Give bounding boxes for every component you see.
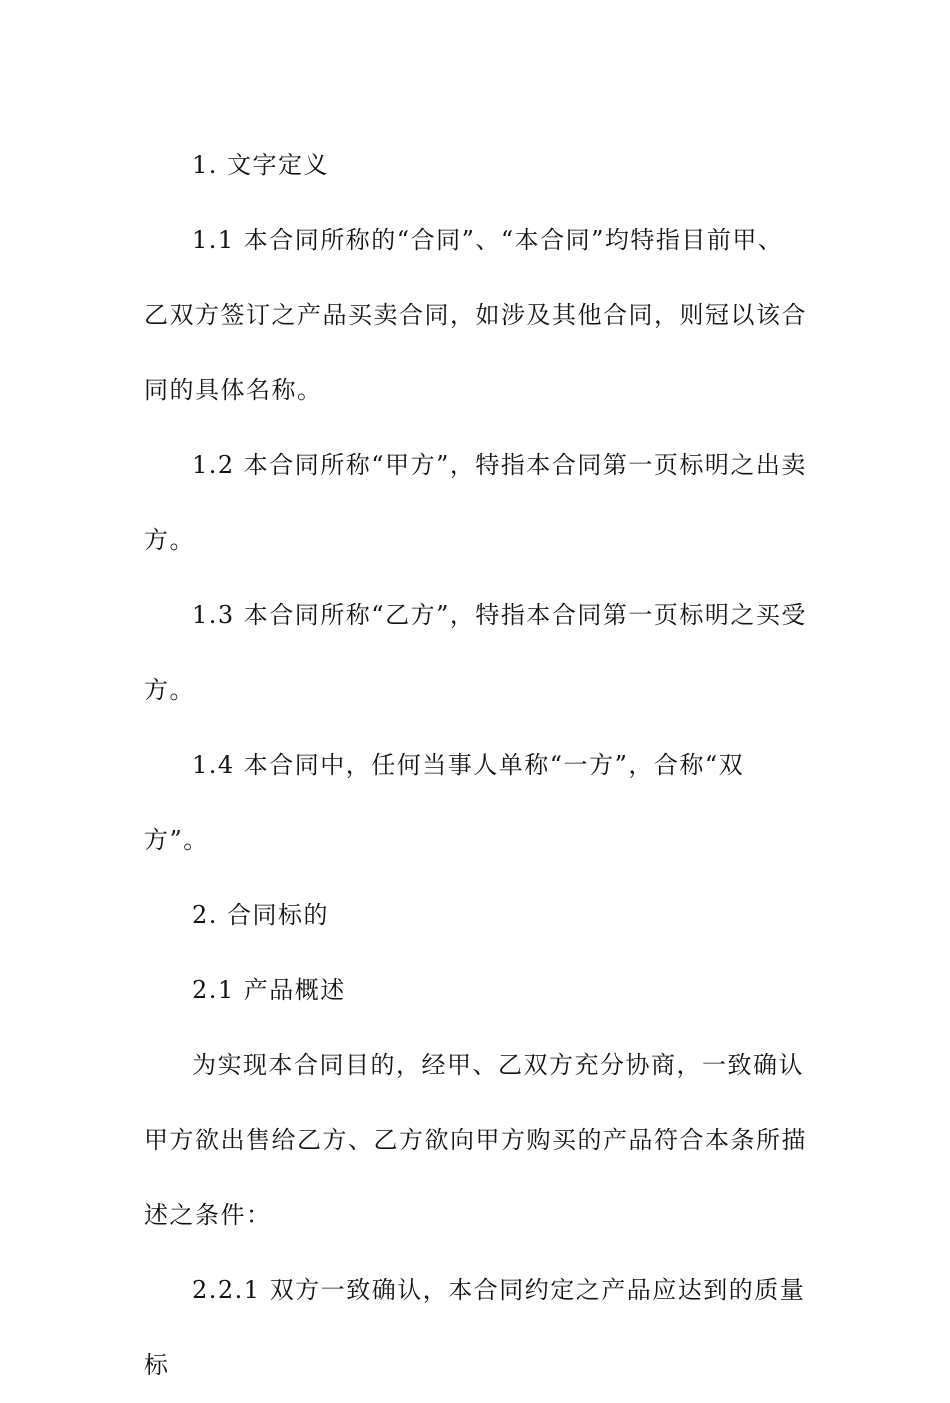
section-heading-contract-subject: 2. 合同标的 — [192, 901, 330, 929]
clause-1-4: 1.4 本合同中，任何当事人单称“一方”，合称“双方”。 — [144, 751, 745, 854]
section-heading-text-definitions: 1. 文字定义 — [192, 151, 330, 179]
clause-2-1-body: 为实现本合同目的，经甲、乙双方充分协商，一致确认甲方欲出售给乙方、乙方欲向甲方购买的产品符合本条所描述之条件： — [144, 1051, 807, 1229]
document-body — [144, 128, 808, 1403]
clause-1-2: 1.2 本合同所称“甲方”，特指本合同第一页标明之出卖方。 — [144, 451, 807, 554]
clause-2-1-heading: 2.1 产品概述 — [192, 976, 346, 1004]
clause-1-1: 1.1 本合同所称的“合同”、“本合同”均特指目前甲、乙双方签订之产品买卖合同，如涉及其他合同，则冠以该合同的具体名称。 — [144, 226, 807, 404]
clause-1-3: 1.3 本合同所称“乙方”，特指本合同第一页标明之买受方。 — [144, 601, 807, 704]
clause-2-2-1: 2.2.1 双方一致确认，本合同约定之产品应达到的质量标 — [144, 1276, 806, 1379]
